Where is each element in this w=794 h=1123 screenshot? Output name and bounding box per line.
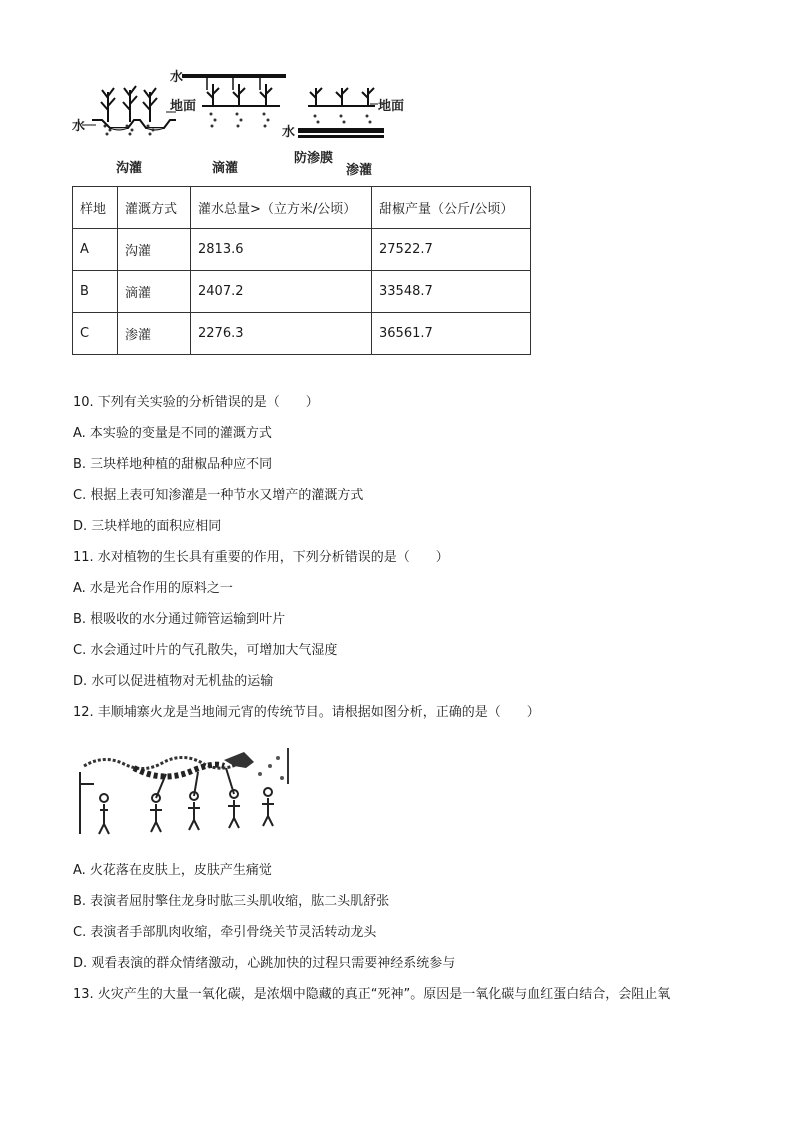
question-13-stem: 13. 火灾产生的大量一氧化碳，是浓烟中隐藏的真正“死神”。原因是一氧化碳与血红蛋白结合，会阻止氧: [73, 987, 671, 1002]
question-10-stem: 10. 下列有关实验的分析错误的是（ ）: [73, 395, 319, 410]
table-cell: 33548.7: [372, 271, 531, 313]
seepage-water-label: 水: [282, 125, 296, 140]
header-water-total: 灌水总量>（立方米/公顷）: [191, 187, 372, 229]
table-cell: 2276.3: [191, 313, 372, 355]
caption-drip: 滴灌: [212, 161, 239, 176]
drip-water-label: 水: [170, 70, 184, 85]
question-12-option-d: D. 观看表演的群众情绪激动，心跳加快的过程只需要神经系统参与: [73, 956, 456, 971]
question-10-option-d: D. 三块样地的面积应相同: [73, 519, 222, 534]
question-12-option-c: C. 表演者手部肌肉收缩，牵引骨绕关节灵活转动龙头: [73, 925, 377, 940]
header-plot: 样地: [73, 187, 118, 229]
question-10-option-b: B. 三块样地种植的甜椒品种应不同: [73, 457, 273, 472]
question-10-option-a: A. 本实验的变量是不同的灌溉方式: [73, 426, 272, 441]
header-yield: 甜椒产量（公斤/公顷）: [372, 187, 531, 229]
table-cell: 2407.2: [191, 271, 372, 313]
table-cell: C: [73, 313, 118, 355]
furrow-irrigation-figure: [72, 86, 176, 136]
drip-irrigation-figure: [170, 69, 286, 128]
question-11-option-c: C. 水会通过叶片的气孔散失，可增加大气湿度: [73, 643, 338, 658]
question-12-option-b: B. 表演者屈肘擎住龙身时肱三头肌收缩，肱二头肌舒张: [73, 894, 390, 909]
table-cell: 沟灌: [118, 229, 191, 271]
question-12-stem: 12. 丰顺埔寨火龙是当地闹元宵的传统节目。请根据如图分析，正确的是（ ）: [73, 705, 540, 720]
irrigation-diagram: [70, 66, 415, 184]
question-11-stem: 11. 水对植物的生长具有重要的作用，下列分析错误的是（ ）: [73, 550, 449, 565]
header-method: 灌溉方式: [118, 187, 191, 229]
fire-dragon-illustration: [74, 744, 294, 838]
table-cell: 渗灌: [118, 313, 191, 355]
drip-ground-label: 地面: [170, 99, 197, 114]
question-11-option-a: A. 水是光合作用的原料之一: [73, 581, 233, 596]
seepage-irrigation-figure: [282, 88, 404, 166]
table-cell: 滴灌: [118, 271, 191, 313]
caption-seepage: 渗灌: [346, 163, 373, 178]
table-cell: 27522.7: [372, 229, 531, 271]
question-10-option-c: C. 根据上表可知渗灌是一种节水又增产的灌溉方式: [73, 488, 364, 503]
table-row: [73, 313, 531, 355]
table-row: [73, 271, 531, 313]
furrow-water-label: 水: [72, 119, 86, 134]
question-12-option-a: A. 火花落在皮肤上，皮肤产生痛觉: [73, 863, 272, 878]
question-11-option-d: D. 水可以促进植物对无机盐的运输: [73, 674, 274, 689]
table-cell: 2813.6: [191, 229, 372, 271]
table-cell: 36561.7: [372, 313, 531, 355]
irrigation-table: [72, 186, 531, 355]
table-row: [73, 229, 531, 271]
table-cell: B: [73, 271, 118, 313]
seepage-ground-label: 地面: [378, 99, 405, 114]
question-11-option-b: B. 根吸收的水分通过筛管运输到叶片: [73, 612, 286, 627]
caption-furrow: 沟灌: [116, 161, 143, 176]
membrane-label: 防渗膜: [294, 151, 334, 166]
table-cell: A: [73, 229, 118, 271]
table-header-row: [73, 187, 531, 229]
